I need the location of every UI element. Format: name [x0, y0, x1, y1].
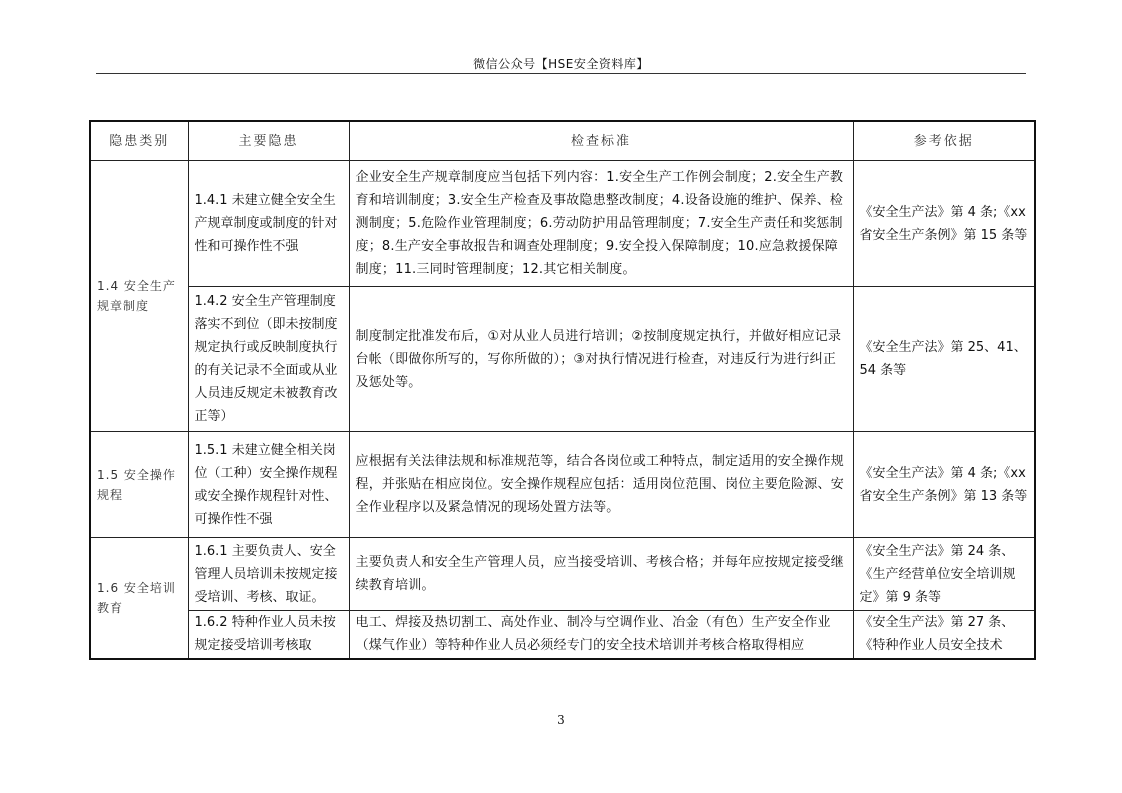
standard-cell: 制度制定批准发布后，①对从业人员进行培训；②按制度规定执行，并做好相应记录台帐（即做你所写的，写你所做的）；③对执行情况进行检查，对违反行为进行纠正及惩处等。: [349, 287, 853, 432]
page-header: 微信公众号【HSE安全资料库】: [473, 57, 649, 71]
hazard-cell: 1.6.2 特种作业人员未按规定接受培训考核取: [188, 611, 349, 659]
column-header-standard: 检查标准: [349, 121, 853, 161]
hazard-cell: 1.4.1 未建立健全安全生产规章制度或制度的针对性和可操作性不强: [188, 161, 349, 287]
table-row: [90, 432, 1035, 538]
reference-cell: 《安全生产法》第 4 条;《xx省安全生产条例》第 15 条等: [853, 161, 1035, 287]
table-row: [90, 161, 1035, 287]
column-header-reference: 参考依据: [853, 121, 1035, 161]
category-cell: 1.6 安全培训教育: [90, 538, 188, 659]
table-row: [90, 287, 1035, 432]
standard-cell: 主要负责人和安全生产管理人员，应当接受培训、考核合格；并每年应按规定接受继续教育培训。: [349, 538, 853, 611]
category-cell: 1.5 安全操作规程: [90, 432, 188, 538]
column-header-category: 隐患类别: [90, 121, 188, 161]
hazard-table: [89, 120, 1036, 660]
table-header-row: [90, 121, 1035, 161]
reference-cell: 《安全生产法》第 25、41、54 条等: [853, 287, 1035, 432]
page-number: 3: [557, 713, 565, 727]
reference-cell: 《安全生产法》第 4 条;《xx省安全生产条例》第 13 条等: [853, 432, 1035, 538]
standard-cell: 应根据有关法律法规和标准规范等，结合各岗位或工种特点，制定适用的安全操作规程，并张贴在相应岗位。安全操作规程应包括：适用岗位范围、岗位主要危险源、安全作业程序以及紧急情况的现场处置方法等。: [349, 432, 853, 538]
column-header-hazard: 主要隐患: [188, 121, 349, 161]
standard-cell: 电工、焊接及热切割工、高处作业、制冷与空调作业、冶金（有色）生产安全作业（煤气作业）等特种作业人员必须经专门的安全技术培训并考核合格取得相应: [349, 611, 853, 659]
table-row: [90, 611, 1035, 659]
header-rule: [96, 73, 1026, 74]
hazard-cell: 1.6.1 主要负责人、安全管理人员培训未按规定接受培训、考核、取证。: [188, 538, 349, 611]
hazard-cell: 1.4.2 安全生产管理制度落实不到位（即未按制度规定执行或反映制度执行的有关记录不全面或从业人员违反规定未被教育改正等）: [188, 287, 349, 432]
hazard-cell: 1.5.1 未建立健全相关岗位（工种）安全操作规程或安全操作规程针对性、可操作性不强: [188, 432, 349, 538]
standard-cell: 企业安全生产规章制度应当包括下列内容：1.安全生产工作例会制度；2.安全生产教育和培训制度；3.安全生产检查及事故隐患整改制度；4.设备设施的维护、保养、检测制度；5.危险作业管理制度；6.劳动防护用品管理制度；7.安全生产责任和奖惩制度；8.生产安全事故报告和调查处理制度；9.安全投入保障制度；10.应急救援保障制度；11.三同时管理制度；12.其它相关制度。: [349, 161, 853, 287]
category-cell: 1.4 安全生产规章制度: [90, 161, 188, 432]
reference-cell: 《安全生产法》第 27 条、《特种作业人员安全技术: [853, 611, 1035, 659]
reference-cell: 《安全生产法》第 24 条、《生产经营单位安全培训规定》第 9 条等: [853, 538, 1035, 611]
table-row: [90, 538, 1035, 611]
